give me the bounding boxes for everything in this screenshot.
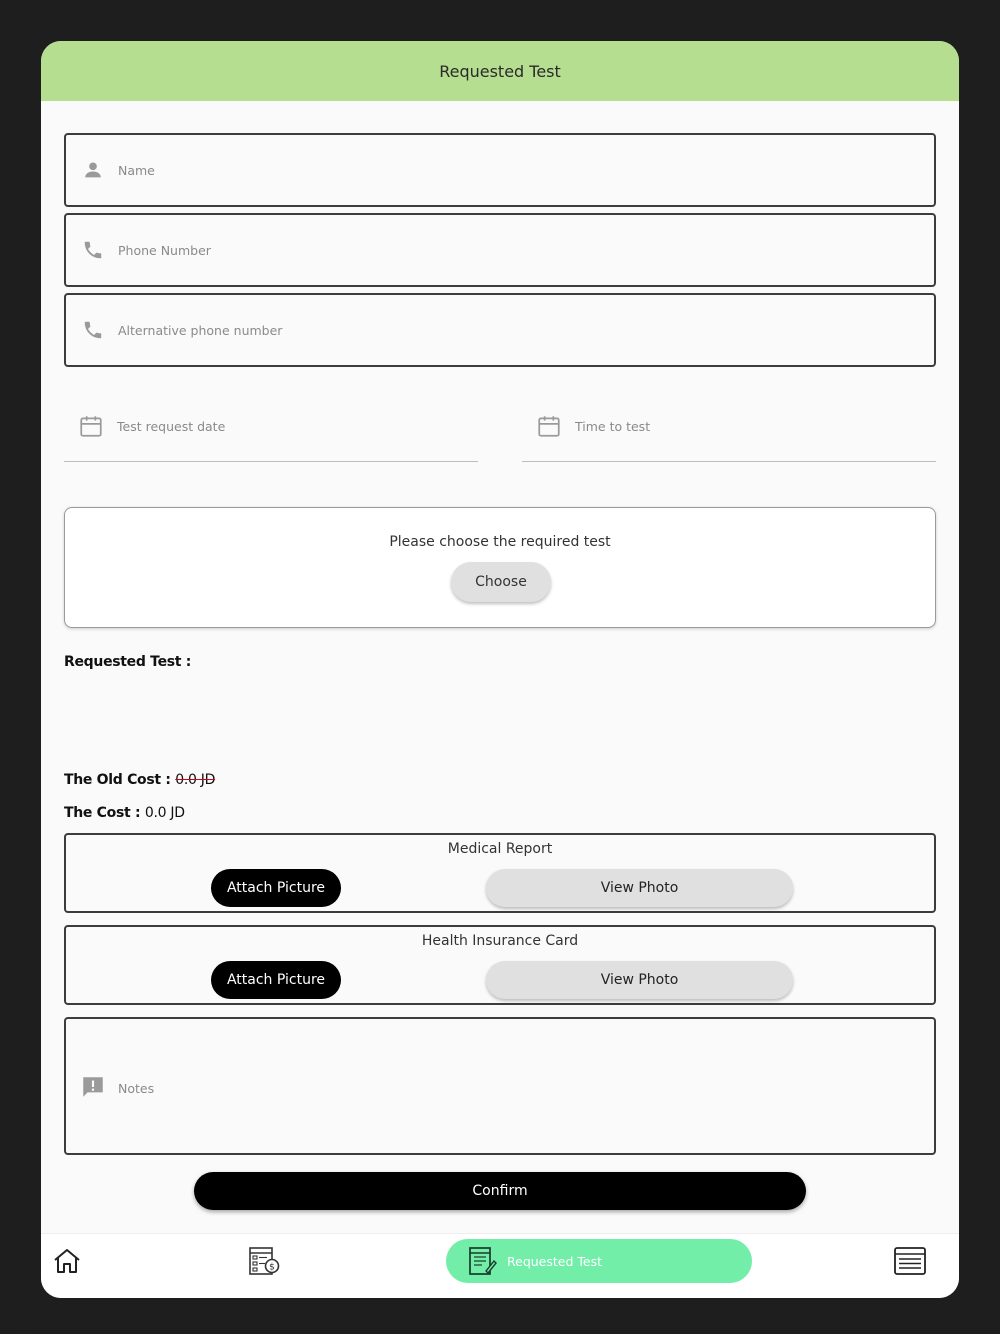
alternative-phone-field[interactable] bbox=[64, 293, 936, 367]
app-screen bbox=[41, 41, 959, 1298]
page-title: Requested Test bbox=[439, 61, 561, 81]
choose-test-button[interactable]: Choose bbox=[451, 562, 551, 602]
health-insurance-title: Health Insurance Card bbox=[421, 933, 579, 949]
nav-list[interactable] bbox=[893, 1246, 927, 1280]
choose-test-prompt: Please choose the required test bbox=[389, 534, 611, 550]
choose-test-card bbox=[64, 507, 936, 628]
nav-requested-test-label: Requested Test bbox=[507, 1254, 602, 1269]
old-cost-row bbox=[64, 772, 215, 788]
requested-test-label: Requested Test : bbox=[64, 654, 192, 670]
medical-report-view-button[interactable]: View Photo bbox=[486, 869, 793, 907]
feedback-icon bbox=[80, 1074, 106, 1100]
nav-requested-test[interactable] bbox=[446, 1239, 752, 1283]
calendar-icon bbox=[78, 413, 104, 439]
name-placeholder: Name bbox=[118, 162, 155, 178]
price-list-icon bbox=[247, 1244, 281, 1282]
cost-value: 0.0 JD bbox=[144, 805, 185, 821]
app-bar bbox=[41, 41, 959, 101]
medical-report-card bbox=[64, 833, 936, 913]
nav-home[interactable] bbox=[50, 1246, 84, 1280]
health-insurance-attach-button[interactable]: Attach Picture bbox=[211, 961, 341, 999]
medical-report-title: Medical Report bbox=[447, 841, 553, 857]
phone-number-field[interactable] bbox=[64, 213, 936, 287]
name-field[interactable] bbox=[64, 133, 936, 207]
phone-icon bbox=[80, 237, 106, 263]
notes-field[interactable] bbox=[64, 1017, 936, 1155]
old-cost-label: The Old Cost : bbox=[64, 772, 171, 788]
confirm-button[interactable]: Confirm bbox=[194, 1172, 806, 1210]
test-request-date-placeholder: Test request date bbox=[117, 419, 226, 434]
nav-price-list[interactable] bbox=[247, 1246, 281, 1280]
calendar-icon bbox=[536, 413, 562, 439]
test-request-date-field[interactable] bbox=[64, 392, 478, 462]
bottom-navigation bbox=[41, 1233, 959, 1298]
list-icon bbox=[893, 1244, 927, 1282]
medical-report-attach-button[interactable]: Attach Picture bbox=[211, 869, 341, 907]
notes-placeholder: Notes bbox=[118, 1081, 155, 1096]
svg-text:$: $ bbox=[269, 1262, 275, 1273]
cost-row bbox=[64, 805, 185, 821]
alternative-phone-placeholder: Alternative phone number bbox=[118, 322, 283, 338]
health-insurance-view-button[interactable]: View Photo bbox=[486, 961, 793, 999]
phone-number-placeholder: Phone Number bbox=[118, 242, 211, 258]
cost-label: The Cost : bbox=[64, 805, 141, 821]
health-insurance-card bbox=[64, 925, 936, 1005]
old-cost-value: 0.0 JD bbox=[175, 772, 216, 788]
requested-test-icon bbox=[466, 1245, 498, 1277]
time-to-test-placeholder: Time to test bbox=[575, 419, 651, 434]
phone-icon bbox=[80, 317, 106, 343]
person-icon bbox=[80, 157, 106, 183]
home-icon bbox=[51, 1245, 83, 1281]
time-to-test-field[interactable] bbox=[522, 392, 936, 462]
